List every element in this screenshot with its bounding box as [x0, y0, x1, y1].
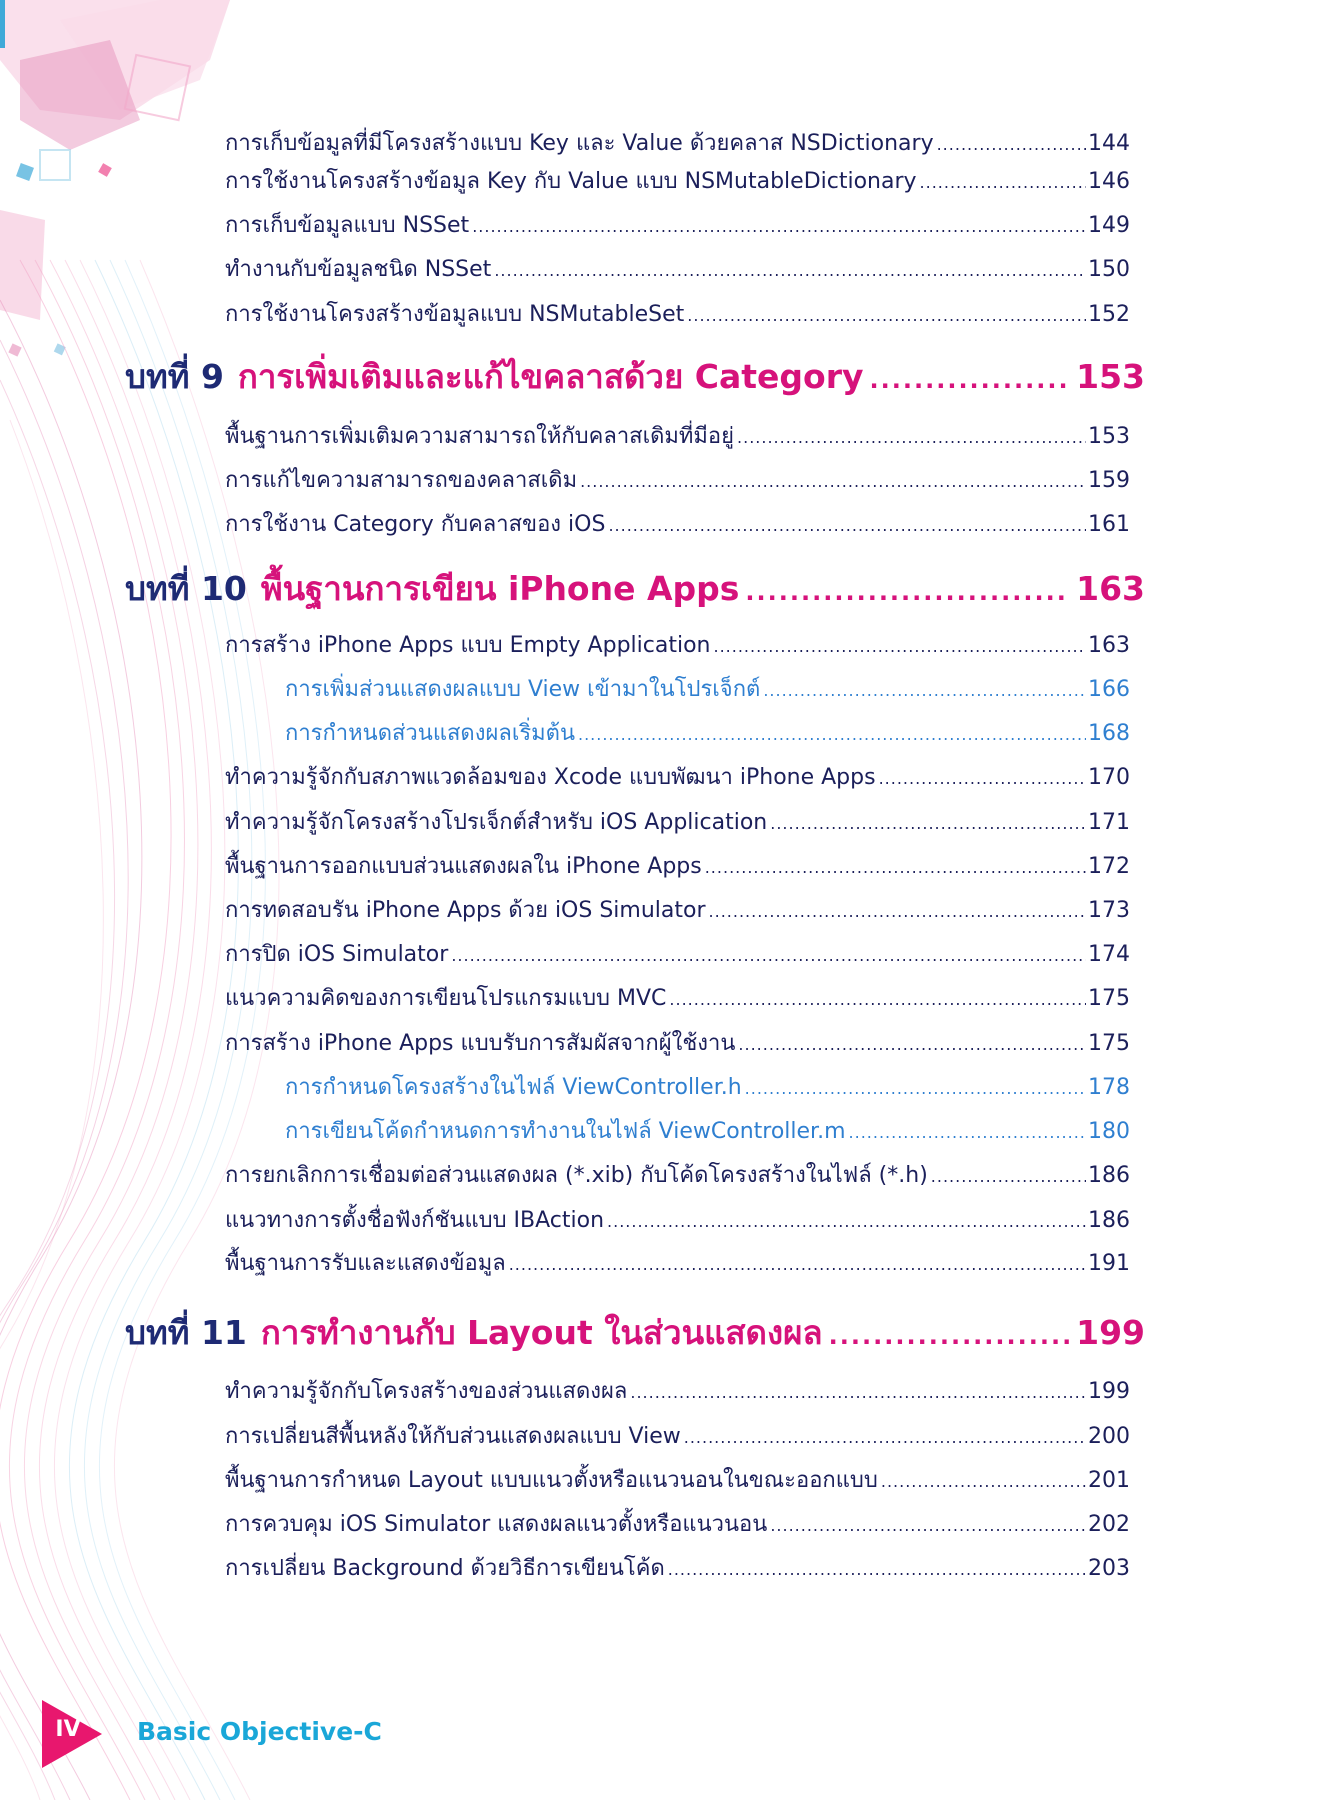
chapter-number: บทที่ 10: [125, 569, 247, 608]
toc-entry-page: 166: [1088, 677, 1130, 702]
dot-leader: [668, 1560, 1086, 1579]
chapter-number: บทที่ 11: [125, 1313, 247, 1352]
toc-entry: [225, 936, 1130, 971]
toc-entry-label: ทำความรู้จักโครงสร้างโปรเจ็กต์สำหรับ iOS Application: [225, 810, 768, 835]
toc-entry: [225, 163, 1130, 198]
dot-leader: [669, 990, 1086, 1009]
toc-entry: [225, 804, 1130, 839]
toc-entry-label: การกำหนดโครงสร้างในไฟล์ ViewController.h: [285, 1075, 742, 1100]
toc-entry-page: 172: [1088, 854, 1130, 879]
toc-entry-label: การยกเลิกการเชื่อมต่อส่วนแสดงผล (*.xib) กับโค้ดโครงสร้างในไฟล์ (*.h): [225, 1163, 928, 1188]
dot-leader: [879, 769, 1086, 788]
toc-entry: [225, 418, 1130, 453]
toc-entry: [225, 1418, 1130, 1453]
toc-entry-page: 152: [1088, 302, 1130, 327]
dot-leader: [829, 1322, 1070, 1350]
toc-entry-label: การทดสอบรัน iPhone Apps ด้วย iOS Simulator: [225, 898, 706, 923]
toc-entry-page: 199: [1088, 1379, 1130, 1404]
toc-subentry: [285, 715, 1130, 750]
chapter-page: 163: [1076, 569, 1145, 608]
toc-entry-page: 175: [1088, 986, 1130, 1011]
toc-entry-label: การใช้งาน Category กับคลาสของ iOS: [225, 512, 606, 537]
toc-entry-page: 150: [1088, 257, 1130, 282]
toc-entry-page: 149: [1088, 213, 1130, 238]
toc-entry-page: 186: [1088, 1208, 1130, 1233]
toc-entry: [225, 892, 1130, 927]
chapter-heading: [125, 350, 1145, 403]
toc-entry-label: พื้นฐานการกำหนด Layout แบบแนวตั้งหรือแนวนอนในขณะออกแบบ: [225, 1468, 878, 1493]
toc-entry-page: 175: [1088, 1031, 1130, 1056]
dot-leader: [607, 1212, 1086, 1231]
toc-entry-page: 159: [1088, 468, 1130, 493]
toc-entry-label: แนวทางการตั้งชื่อฟังก์ชันแบบ IBAction: [225, 1208, 605, 1233]
toc-entry-page: 203: [1088, 1556, 1130, 1581]
toc-entry-label: พื้นฐานการเพิ่มเติมความสามารถให้กับคลาสเดิมที่มีอยู่: [225, 424, 735, 449]
toc-entry-label: การเขียนโค้ดกำหนดการทำงานในไฟล์ ViewController.m: [285, 1119, 846, 1144]
chapter-page: 199: [1076, 1313, 1145, 1352]
dot-leader: [709, 902, 1086, 921]
chapter-title: การเพิ่มเติมและแก้ไขคลาสด้วย Category: [237, 357, 864, 396]
dot-leader: [494, 261, 1086, 280]
dot-leader: [684, 1428, 1086, 1447]
toc-entry: [225, 1550, 1130, 1585]
toc-entry: [225, 848, 1130, 883]
chapter-heading: [125, 562, 1145, 615]
toc-entry: [225, 1462, 1130, 1497]
toc-entry-label: การปิด iOS Simulator: [225, 942, 449, 967]
chapter-number: บทที่ 9: [125, 357, 224, 396]
toc-entry-page: 191: [1088, 1251, 1130, 1276]
toc-entry-label: การสร้าง iPhone Apps แบบรับการสัมผัสจากผู้ใช้งาน: [225, 1031, 736, 1056]
dot-leader: [931, 1167, 1086, 1186]
toc-entry-page: 202: [1088, 1512, 1130, 1537]
toc-entry-label: การแก้ไขความสามารถของคลาสเดิม: [225, 468, 578, 493]
toc-entry: [225, 759, 1130, 794]
footer-book-title: Basic Objective-C: [137, 1717, 382, 1746]
toc-entry-label: พื้นฐานการออกแบบส่วนแสดงผลใน iPhone Apps: [225, 854, 702, 879]
chapter-title: การทำงานกับ Layout ในส่วนแสดงผล: [260, 1313, 823, 1352]
toc-entry-page: 178: [1088, 1075, 1130, 1100]
toc-entry: [225, 980, 1130, 1015]
toc-entry-page: 146: [1088, 169, 1130, 194]
dot-leader: [687, 306, 1086, 325]
toc-entry-page: 201: [1088, 1468, 1130, 1493]
toc-entry-label: การใช้งานโครงสร้างข้อมูลแบบ NSMutableSet: [225, 302, 685, 327]
toc-entry-label: ทำความรู้จักกับสภาพแวดล้อมของ Xcode แบบพัฒนา iPhone Apps: [225, 765, 876, 790]
dot-leader: [578, 725, 1086, 744]
chapter-page: 153: [1076, 357, 1145, 396]
toc-entry: [225, 1157, 1130, 1192]
toc-entry-page: 180: [1088, 1119, 1130, 1144]
toc-entry-label: การเก็บข้อมูลที่มีโครงสร้างแบบ Key และ Value ด้วยคลาส NSDictionary: [225, 131, 934, 156]
toc-entry-page: 171: [1088, 810, 1130, 835]
toc-entry-label: ทำความรู้จักกับโครงสร้างของส่วนแสดงผล: [225, 1379, 628, 1404]
dot-leader: [580, 472, 1086, 491]
dot-leader: [509, 1255, 1086, 1274]
toc-subentry: [285, 1113, 1130, 1148]
page-number-roman: IV: [55, 1717, 81, 1742]
dot-leader: [608, 516, 1086, 535]
dot-leader: [763, 681, 1086, 700]
dot-leader: [630, 1383, 1086, 1402]
dot-leader: [738, 1035, 1086, 1054]
toc-entry-page: 163: [1088, 633, 1130, 658]
toc-entry-page: 161: [1088, 512, 1130, 537]
toc-entry-page: 153: [1088, 424, 1130, 449]
toc-entry: [225, 1245, 1130, 1280]
toc-entry-page: 144: [1088, 131, 1130, 156]
dot-leader: [451, 946, 1086, 965]
dot-leader: [472, 217, 1086, 236]
toc-entry-label: การกำหนดส่วนแสดงผลเริ่มต้น: [285, 721, 575, 746]
dot-leader: [770, 1516, 1086, 1535]
toc-entry: [225, 462, 1130, 497]
dot-leader: [745, 1079, 1086, 1098]
toc-entry-page: 170: [1088, 765, 1130, 790]
toc-subentry: [285, 671, 1130, 706]
toc-entry-label: พื้นฐานการรับและแสดงข้อมูล: [225, 1251, 506, 1276]
dot-leader: [937, 135, 1086, 154]
toc-entry: [225, 1506, 1130, 1541]
toc-entry-label: การสร้าง iPhone Apps แบบ Empty Application: [225, 633, 711, 658]
toc-entry-page: 186: [1088, 1163, 1130, 1188]
toc-entry: [225, 296, 1130, 331]
toc-entry-label: การเปลี่ยน Background ด้วยวิธีการเขียนโค้ด: [225, 1556, 665, 1581]
toc-entry: [225, 207, 1130, 242]
toc-entry: [225, 1202, 1130, 1237]
dot-leader: [849, 1123, 1086, 1142]
dot-leader: [713, 637, 1086, 656]
toc-entry-label: การเพิ่มส่วนแสดงผลแบบ View เข้ามาในโปรเจ็กต์: [285, 677, 761, 702]
toc-entry-label: แนวความคิดของการเขียนโปรแกรมแบบ MVC: [225, 986, 667, 1011]
toc-entry: [225, 125, 1130, 160]
dot-leader: [705, 858, 1086, 877]
dot-leader: [737, 428, 1086, 447]
toc-entry: [225, 627, 1130, 662]
dot-leader: [770, 814, 1086, 833]
toc-entry-page: 174: [1088, 942, 1130, 967]
toc-entry-page: 173: [1088, 898, 1130, 923]
toc-entry-page: 200: [1088, 1424, 1130, 1449]
chapter-heading: [125, 1306, 1145, 1359]
dot-leader: [870, 366, 1071, 394]
dot-leader: [881, 1472, 1086, 1491]
toc-entry: [225, 506, 1130, 541]
toc-entry: [225, 1025, 1130, 1060]
toc-entry-label: การควบคุม iOS Simulator แสดงผลแนวตั้งหรือแนวนอน: [225, 1512, 768, 1537]
toc-entry: [225, 251, 1130, 286]
toc-entry-page: 168: [1088, 721, 1130, 746]
chapter-title: พื้นฐานการเขียน iPhone Apps: [260, 569, 740, 608]
toc-entry-label: การเก็บข้อมูลแบบ NSSet: [225, 213, 470, 238]
dot-leader: [745, 578, 1070, 606]
toc-subentry: [285, 1069, 1130, 1104]
toc-entry-label: การใช้งานโครงสร้างข้อมูล Key กับ Value แบบ NSMutableDictionary: [225, 169, 917, 194]
toc-entry-label: การเปลี่ยนสีพื้นหลังให้กับส่วนแสดงผลแบบ View: [225, 1424, 681, 1449]
dot-leader: [920, 173, 1086, 192]
toc-entry: [225, 1373, 1130, 1408]
toc-entry-label: ทำงานกับข้อมูลชนิด NSSet: [225, 257, 492, 282]
